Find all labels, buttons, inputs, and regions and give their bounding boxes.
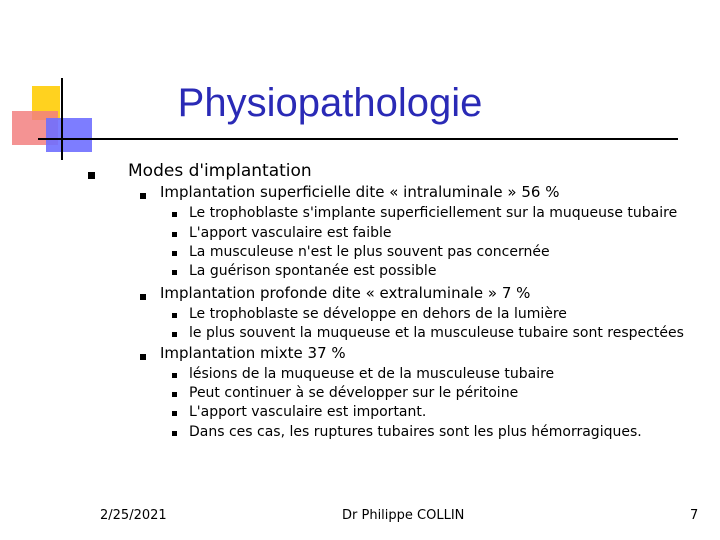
list-item: L'apport vasculaire est important. (189, 404, 427, 420)
list-item: le plus souvent la muqueuse et la musculeuse tubaire sont respectées (189, 325, 684, 341)
bullet-level3 (172, 411, 177, 416)
bullet-level2 (140, 354, 146, 360)
list-item: lésions de la muqueuse et de la musculeuse tubaire (189, 366, 555, 382)
bullet-level2 (140, 193, 146, 199)
footer-author: Dr Philippe COLLIN (342, 508, 465, 523)
section-heading: Implantation profonde dite « extraluminale » 7 % (160, 284, 531, 302)
list-item: La guérison spontanée est possible (189, 263, 437, 279)
list-item: Peut continuer à se développer sur le péritoine (189, 385, 519, 401)
footer-page-number: 7 (690, 508, 699, 523)
bullet-level3 (172, 313, 177, 318)
title-underline (38, 138, 678, 140)
list-item: La musculeuse n'est le plus souvent pas concernée (189, 244, 550, 260)
level1-text: Modes d'implantation (128, 161, 312, 181)
bullet-level3 (172, 232, 177, 237)
bullet-level2 (140, 294, 146, 300)
list-item: L'apport vasculaire est faible (189, 225, 392, 241)
section-heading: Implantation mixte 37 % (160, 344, 346, 362)
bullet-level3 (172, 332, 177, 337)
bullet-level3 (172, 392, 177, 397)
section-heading: Implantation superficielle dite « intraluminale » 56 % (160, 183, 560, 201)
bullet-level3 (172, 373, 177, 378)
bullet-level1 (88, 172, 95, 179)
bullet-level3 (172, 270, 177, 275)
bullet-level3 (172, 431, 177, 436)
bullet-level3 (172, 251, 177, 256)
slide-title: Physiopathologie (177, 81, 483, 125)
list-item: Le trophoblaste s'implante superficiellement sur la muqueuse tubaire (189, 205, 678, 221)
bullet-level3 (172, 212, 177, 217)
footer-date: 2/25/2021 (100, 508, 167, 523)
decor-blue-square (46, 118, 92, 152)
list-item: Le trophoblaste se développe en dehors de la lumière (189, 306, 567, 322)
list-item: Dans ces cas, les ruptures tubaires sont les plus hémorragiques. (189, 424, 642, 440)
decor-vertical-line (61, 78, 63, 160)
